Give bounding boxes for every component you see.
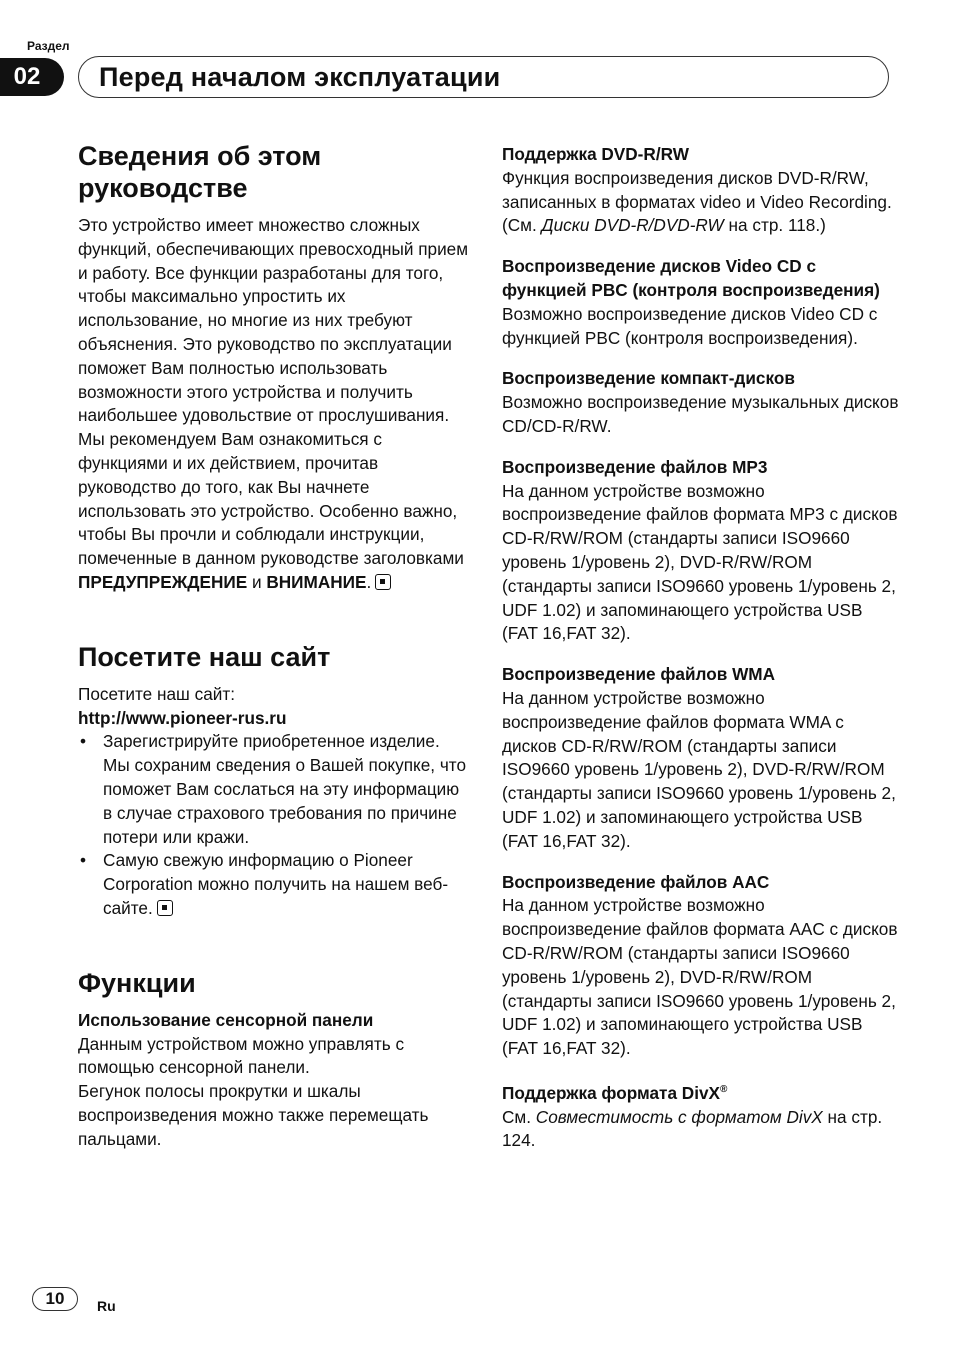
list-item-text: Самую свежую информацию о Pioneer Corporation можно получить на нашем веб-сайте. xyxy=(103,850,449,918)
text-run: и xyxy=(247,571,267,592)
feature-text: На данном устройстве возможно воспроизведение файлов формата MP3 с дисков CD-R/RW/ROM (стандарты записи ISO9660 уровень 1/уровень 2), DVD-R/RW/ROM (стандарты записи ISO9660 уровень 1/уровень 2, UDF 1.02) и запоминающего устройства USB (FAT 16,FAT 32). xyxy=(502,480,898,644)
page-title: Перед началом эксплуатации xyxy=(99,61,501,92)
feature-title: Воспроизведение дисков Video CD с функцией PBC (контроля воспроизведения) xyxy=(502,256,880,300)
feature-text: Возможно воспроизведение дисков Video CD с функцией PBC (контроля воспроизведения). xyxy=(502,303,878,348)
list-item: • Зарегистрируйте приобретенное изделие. Мы сохраним сведения о Вашей покупке, что поможет Вам сослаться на эту информацию в случае страхового требования по причине потери или кражи. xyxy=(78,730,470,849)
text-run: Мы рекомендуем Вам ознакомиться с функциями и их действием, прочитав руководство до того, как Вы начнете использовать это устройство. Особенно важно, чтобы Вы прочли и соблюдали инструкции, помеченные в данном руководстве заголовками xyxy=(78,429,464,569)
section-heading-website: Посетите наш сайт xyxy=(78,641,331,672)
feature-title: Поддержка DVD-R/RW xyxy=(502,144,689,164)
text-run: на стр. 118.) xyxy=(723,215,826,236)
subheading: Использование сенсорной панели xyxy=(78,1009,374,1030)
feature-title: Воспроизведение файлов WMA xyxy=(502,664,776,685)
bullet-list xyxy=(78,730,470,920)
paragraph xyxy=(78,428,470,595)
text-run: Функция воспроизведения дисков DVD-R/RW, записанных в форматах video и Video Recording. (См. xyxy=(502,167,892,236)
text-run: См. xyxy=(502,1106,536,1127)
list-item xyxy=(78,849,470,920)
feature-text: Возможно воспроизведение музыкальных дисков CD/CD-R/RW. xyxy=(502,392,899,436)
section-heading-manual xyxy=(78,140,470,204)
feature-title xyxy=(502,1078,902,1106)
language-code: Ru xyxy=(97,1298,116,1314)
feature-text: На данном устройстве возможно воспроизведение файлов формата WMA с дисков CD-R/RW/ROM (стандарты записи ISO9660 уровень 1/уровень 2), DVD-R/RW/ROM (стандарты записи ISO9660 уровень 1/уровень 2, UDF 1.02) и запоминающего устройства USB (FAT 16,FAT 32). xyxy=(502,687,896,851)
paragraph: Бегунок полосы прокрутки и шкалы воспроизведения можно также перемещать пальцами. xyxy=(78,1081,429,1149)
page-number: 10 xyxy=(32,1287,78,1311)
feature-text: На данном устройстве возможно воспроизведение файлов формата AAC с дисков CD-R/RW/ROM (стандарты записи ISO9660 уровень 1/уровень 2), DVD-R/RW/ROM (стандарты записи ISO9660 уровень 1/уровень 2, UDF 1.02) и запоминающего устройства USB (FAT 16,FAT 32). xyxy=(502,895,898,1059)
website-url[interactable]: http://www.pioneer-rus.ru xyxy=(78,707,287,728)
paragraph: Это устройство имеет множество сложных функций, обеспечивающих превосходный прием и работу. Все функции разработаны для того, чтобы максимально упростить их использование, но многие из них требуют объяснения. Это руководство по эксплуатации поможет Вам полностью использовать возможности этого устройства и получить наибольшее удовольствие от прослушивания. xyxy=(78,215,469,426)
feature-title: Воспроизведение файлов MP3 xyxy=(502,456,768,477)
feature-text xyxy=(502,167,902,238)
registered-mark: ® xyxy=(720,1083,728,1095)
end-of-section-icon xyxy=(375,574,391,590)
text-run: на стр. 124. xyxy=(502,1106,883,1151)
paragraph: Посетите наш сайт: xyxy=(78,683,235,704)
section-heading-features: Функции xyxy=(78,967,196,998)
feature-title: Воспроизведение компакт-дисков xyxy=(502,368,795,389)
section-number-badge: 02 xyxy=(0,58,64,96)
feature-title: Воспроизведение файлов AAC xyxy=(502,871,770,892)
left-column xyxy=(78,140,470,1152)
feature-text xyxy=(502,1106,902,1154)
text-run: Поддержка формата DivX xyxy=(502,1082,720,1103)
paragraph: Данным устройством можно управлять с помощью сенсорной панели. xyxy=(78,1033,405,1078)
right-column xyxy=(502,143,902,1153)
end-of-section-icon xyxy=(157,900,173,916)
text-run: . xyxy=(366,571,372,592)
bold-term: ВНИМАНИЕ xyxy=(266,571,367,592)
header-bar xyxy=(78,56,889,98)
bold-term: ПРЕДУПРЕЖДЕНИЕ xyxy=(78,571,248,592)
heading-line: Сведения об этом xyxy=(78,141,322,171)
reference-link: Диски DVD-R/DVD-RW xyxy=(541,215,724,236)
reference-link: Совместимость с форматом DivX xyxy=(535,1106,823,1127)
section-label: Раздел xyxy=(27,39,70,53)
heading-line: руководстве xyxy=(78,173,248,203)
